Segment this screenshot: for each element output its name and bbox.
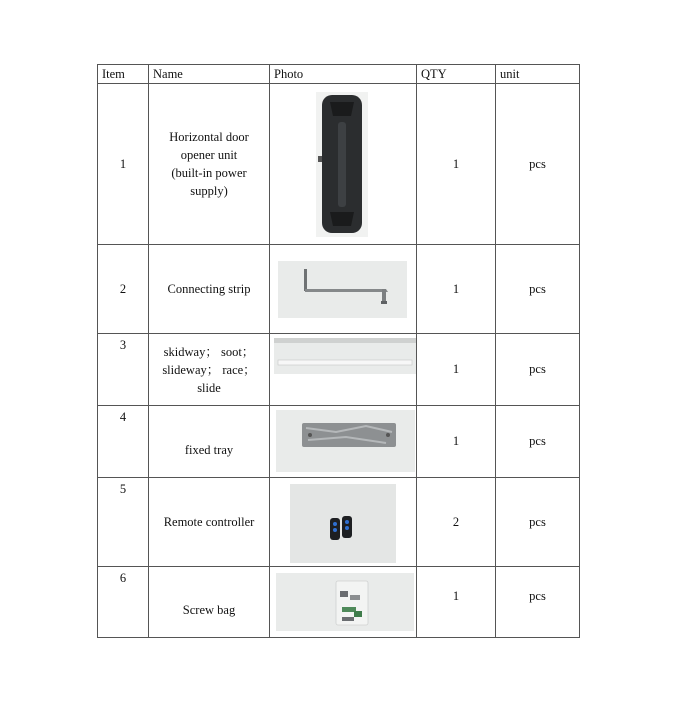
item-unit: pcs — [496, 406, 580, 478]
header-row — [98, 65, 580, 84]
item-name: Screw bag — [149, 567, 270, 638]
parts-list-table — [97, 64, 580, 638]
item-photo — [270, 334, 417, 406]
table-row — [98, 245, 580, 334]
item-number: 4 — [98, 406, 149, 478]
item-unit: pcs — [496, 478, 580, 567]
item-qty: 2 — [417, 478, 496, 567]
table-row — [98, 84, 580, 245]
item-name: fixed tray — [149, 406, 270, 478]
header-name: Name — [149, 65, 270, 84]
item-name: Connecting strip — [149, 245, 270, 334]
item-qty: 1 — [417, 406, 496, 478]
item-photo — [270, 406, 417, 478]
item-name: Horizontal door opener unit (built-in power supply) — [149, 84, 270, 245]
item-number: 3 — [98, 334, 149, 406]
slide-rail-photo — [274, 338, 416, 374]
item-number: 5 — [98, 478, 149, 567]
item-qty: 1 — [417, 84, 496, 245]
header-photo: Photo — [270, 65, 417, 84]
header-unit: unit — [496, 65, 580, 84]
table-row — [98, 478, 580, 567]
item-unit: pcs — [496, 245, 580, 334]
header-qty: QTY — [417, 65, 496, 84]
table-row — [98, 567, 580, 638]
item-name: skidway； soot； slideway； race； slide — [149, 334, 270, 406]
item-number: 1 — [98, 84, 149, 245]
item-number: 6 — [98, 567, 149, 638]
item-unit: pcs — [496, 567, 580, 638]
connecting-strip-photo — [278, 261, 407, 318]
door-opener-unit-photo — [316, 92, 368, 237]
fixed-tray-photo — [276, 410, 415, 472]
item-photo — [270, 567, 417, 638]
item-unit: pcs — [496, 84, 580, 245]
item-unit: pcs — [496, 334, 580, 406]
table-row — [98, 334, 580, 406]
item-name: Remote controller — [149, 478, 270, 567]
item-photo — [270, 84, 417, 245]
item-number: 2 — [98, 245, 149, 334]
table-row — [98, 406, 580, 478]
item-photo — [270, 478, 417, 567]
item-qty: 1 — [417, 567, 496, 638]
header-item: Item — [98, 65, 149, 84]
item-photo — [270, 245, 417, 334]
remote-controller-photo — [290, 484, 396, 563]
item-qty: 1 — [417, 334, 496, 406]
item-qty: 1 — [417, 245, 496, 334]
screw-bag-photo — [276, 573, 414, 631]
